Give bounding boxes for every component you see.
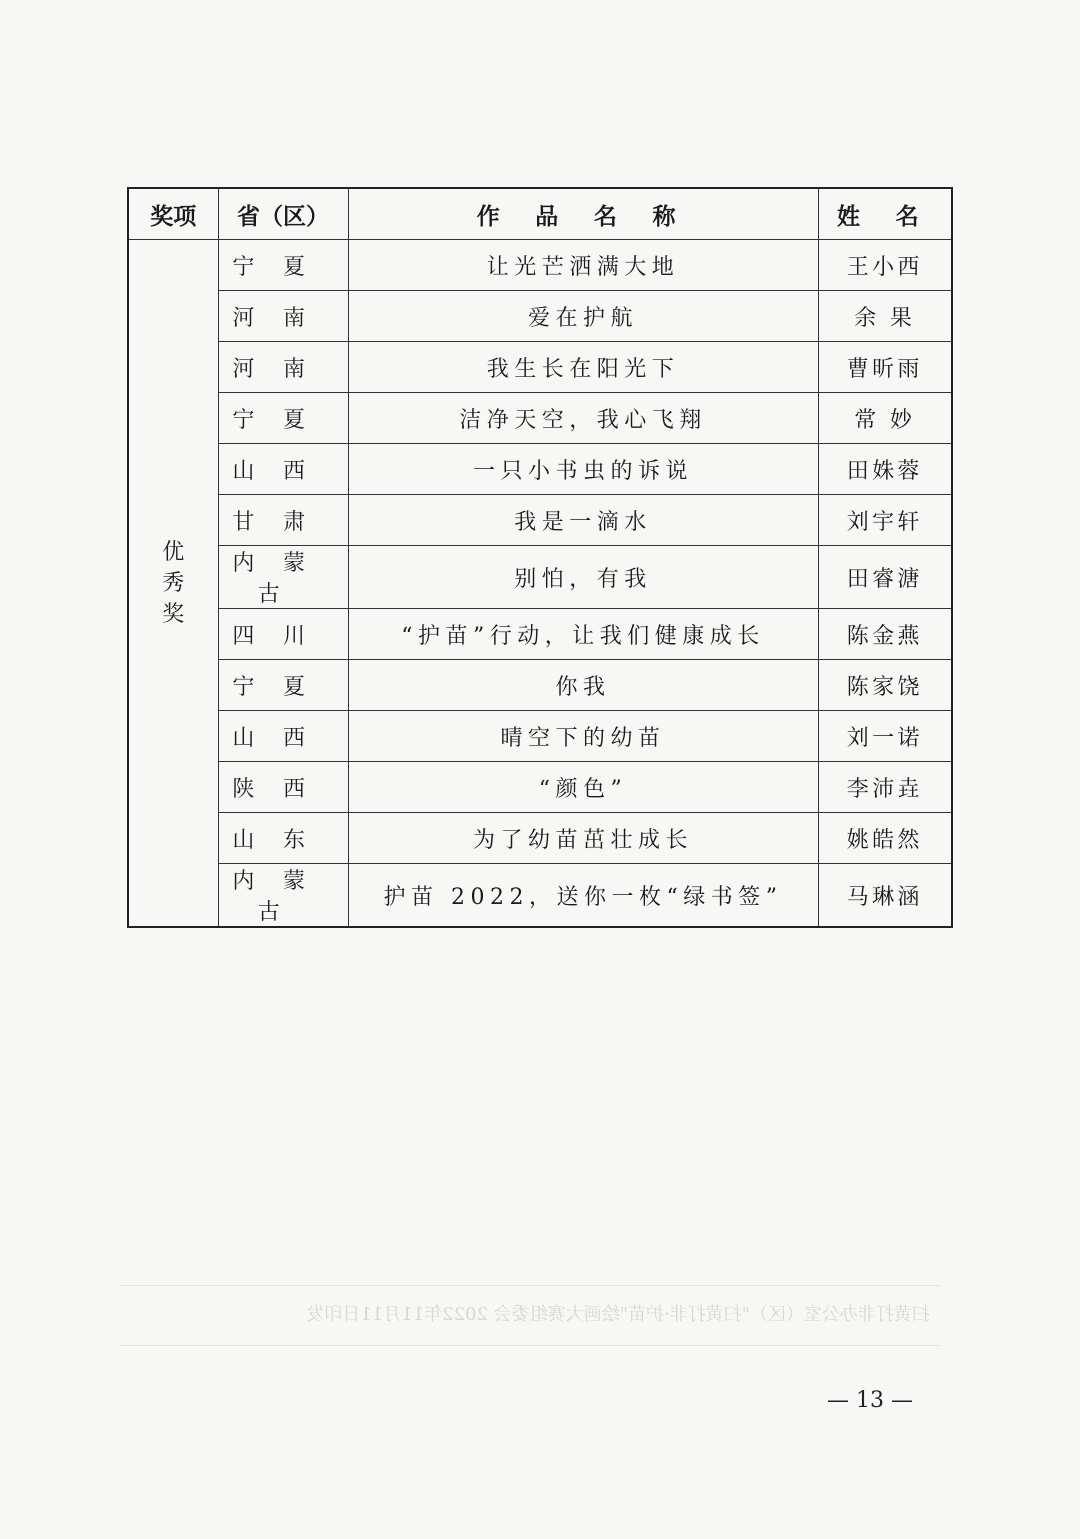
table-row bbox=[128, 393, 952, 444]
table-row bbox=[128, 864, 952, 928]
table-row bbox=[128, 342, 952, 393]
cell-name: 常 妙 bbox=[818, 393, 952, 444]
award-category-char: 奖 bbox=[162, 601, 185, 627]
table-row bbox=[128, 609, 952, 660]
cell-work: 一只小书虫的诉说 bbox=[348, 444, 818, 495]
cell-work: 别怕，有我 bbox=[348, 546, 818, 609]
table-row bbox=[128, 240, 952, 291]
table-header-row bbox=[128, 188, 952, 240]
cell-name: 余 果 bbox=[818, 291, 952, 342]
cell-work: 你我 bbox=[348, 660, 818, 711]
cell-province: 河南 bbox=[218, 342, 348, 393]
cell-province: 宁夏 bbox=[218, 393, 348, 444]
cell-name: 刘一诺 bbox=[818, 711, 952, 762]
cell-name: 姚皓然 bbox=[818, 813, 952, 864]
cell-province: 陕西 bbox=[218, 762, 348, 813]
cell-province: 山西 bbox=[218, 444, 348, 495]
cell-province: 甘肃 bbox=[218, 495, 348, 546]
table-row bbox=[128, 495, 952, 546]
bleed-through-rule-top bbox=[120, 1285, 940, 1286]
cell-name: 曹昕雨 bbox=[818, 342, 952, 393]
cell-name: 陈金燕 bbox=[818, 609, 952, 660]
cell-name: 刘宇轩 bbox=[818, 495, 952, 546]
bleed-through-rule-bottom bbox=[120, 1345, 940, 1346]
cell-work: 洁净天空，我心飞翔 bbox=[348, 393, 818, 444]
cell-work: “颜色” bbox=[348, 762, 818, 813]
cell-work: “护苗”行动，让我们健康成长 bbox=[348, 609, 818, 660]
cell-name: 李沛垚 bbox=[818, 762, 952, 813]
cell-name: 田睿溏 bbox=[818, 546, 952, 609]
cell-province: 内蒙古 bbox=[218, 864, 348, 928]
award-category-char: 优 bbox=[162, 539, 185, 565]
cell-province: 内蒙古 bbox=[218, 546, 348, 609]
cell-name: 马琳涵 bbox=[818, 864, 952, 928]
cell-province: 宁夏 bbox=[218, 240, 348, 291]
cell-work: 让光芒洒满大地 bbox=[348, 240, 818, 291]
cell-work: 为了幼苗茁壮成长 bbox=[348, 813, 818, 864]
cell-work: 我生长在阳光下 bbox=[348, 342, 818, 393]
table-body bbox=[128, 240, 952, 928]
award-category-cell bbox=[128, 240, 218, 928]
award-category-char: 秀 bbox=[162, 570, 185, 596]
header-award: 奖项 bbox=[128, 188, 218, 240]
table-row bbox=[128, 546, 952, 609]
table-row bbox=[128, 762, 952, 813]
page-number: — 13 — bbox=[827, 1388, 913, 1413]
table-row bbox=[128, 660, 952, 711]
cell-work: 晴空下的幼苗 bbox=[348, 711, 818, 762]
table-row bbox=[128, 291, 952, 342]
cell-province: 四川 bbox=[218, 609, 348, 660]
cell-work: 护苗 2022，送你一枚“绿书签” bbox=[348, 864, 818, 928]
table-row bbox=[128, 444, 952, 495]
cell-name: 田姝蓉 bbox=[818, 444, 952, 495]
awards-table bbox=[127, 187, 953, 928]
cell-work: 爱在护航 bbox=[348, 291, 818, 342]
cell-name: 王小西 bbox=[818, 240, 952, 291]
bleed-through-text: 扫黄打非办公室（区）"扫黄打非·护苗"绘画大赛组委会 2022年11月11日印发 bbox=[306, 1304, 930, 1325]
header-name: 姓 名 bbox=[818, 188, 952, 240]
cell-province: 宁夏 bbox=[218, 660, 348, 711]
cell-province: 河南 bbox=[218, 291, 348, 342]
table-row bbox=[128, 813, 952, 864]
cell-province: 山东 bbox=[218, 813, 348, 864]
cell-name: 陈家饶 bbox=[818, 660, 952, 711]
table-row bbox=[128, 711, 952, 762]
cell-province: 山西 bbox=[218, 711, 348, 762]
header-work: 作 品 名 称 bbox=[348, 188, 818, 240]
header-province: 省（区） bbox=[218, 188, 348, 240]
cell-work: 我是一滴水 bbox=[348, 495, 818, 546]
